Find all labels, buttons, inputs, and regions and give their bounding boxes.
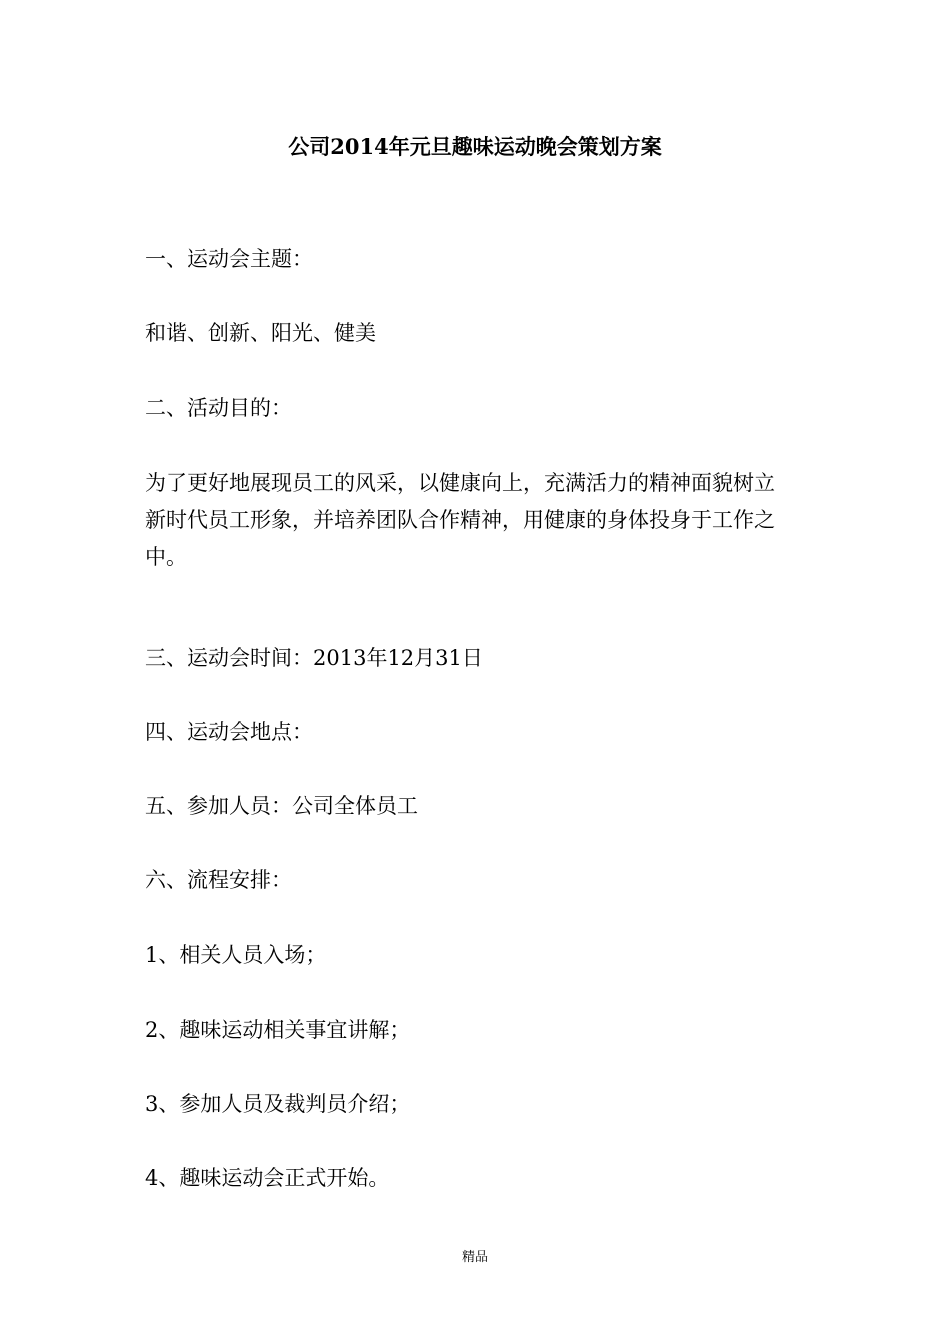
process-step-1: 1、相关人员入场； <box>145 943 327 967</box>
purpose-line-1: 为了更好地展现员工的风采，以健康向上，充满活力的精神面貌树立 <box>145 471 775 495</box>
purpose-heading: 二、活动目的： <box>145 396 292 420</box>
event-location: 四、运动会地点： <box>145 720 313 744</box>
theme-heading: 一、运动会主题： <box>145 247 313 271</box>
purpose-line-2: 新时代员工形象，并培养团队合作精神，用健康的身体投身于工作之 <box>145 508 775 532</box>
document-title: 公司2014年元旦趣味运动晚会策划方案 <box>288 134 662 159</box>
page-footer: 精品 <box>461 1250 488 1265</box>
process-step-3: 3、参加人员及裁判员介绍； <box>145 1092 411 1116</box>
purpose-paragraph <box>145 465 815 576</box>
process-heading: 六、流程安排： <box>145 868 292 892</box>
event-participants: 五、参加人员：公司全体员工 <box>145 794 418 818</box>
process-step-2: 2、趣味运动相关事宜讲解； <box>145 1018 411 1042</box>
theme-text: 和谐、创新、阳光、健美 <box>145 321 376 345</box>
process-step-4: 4、趣味运动会正式开始。 <box>145 1166 390 1190</box>
purpose-line-3: 中。 <box>145 545 187 569</box>
event-time: 三、运动会时间：2013年12月31日 <box>145 646 483 670</box>
